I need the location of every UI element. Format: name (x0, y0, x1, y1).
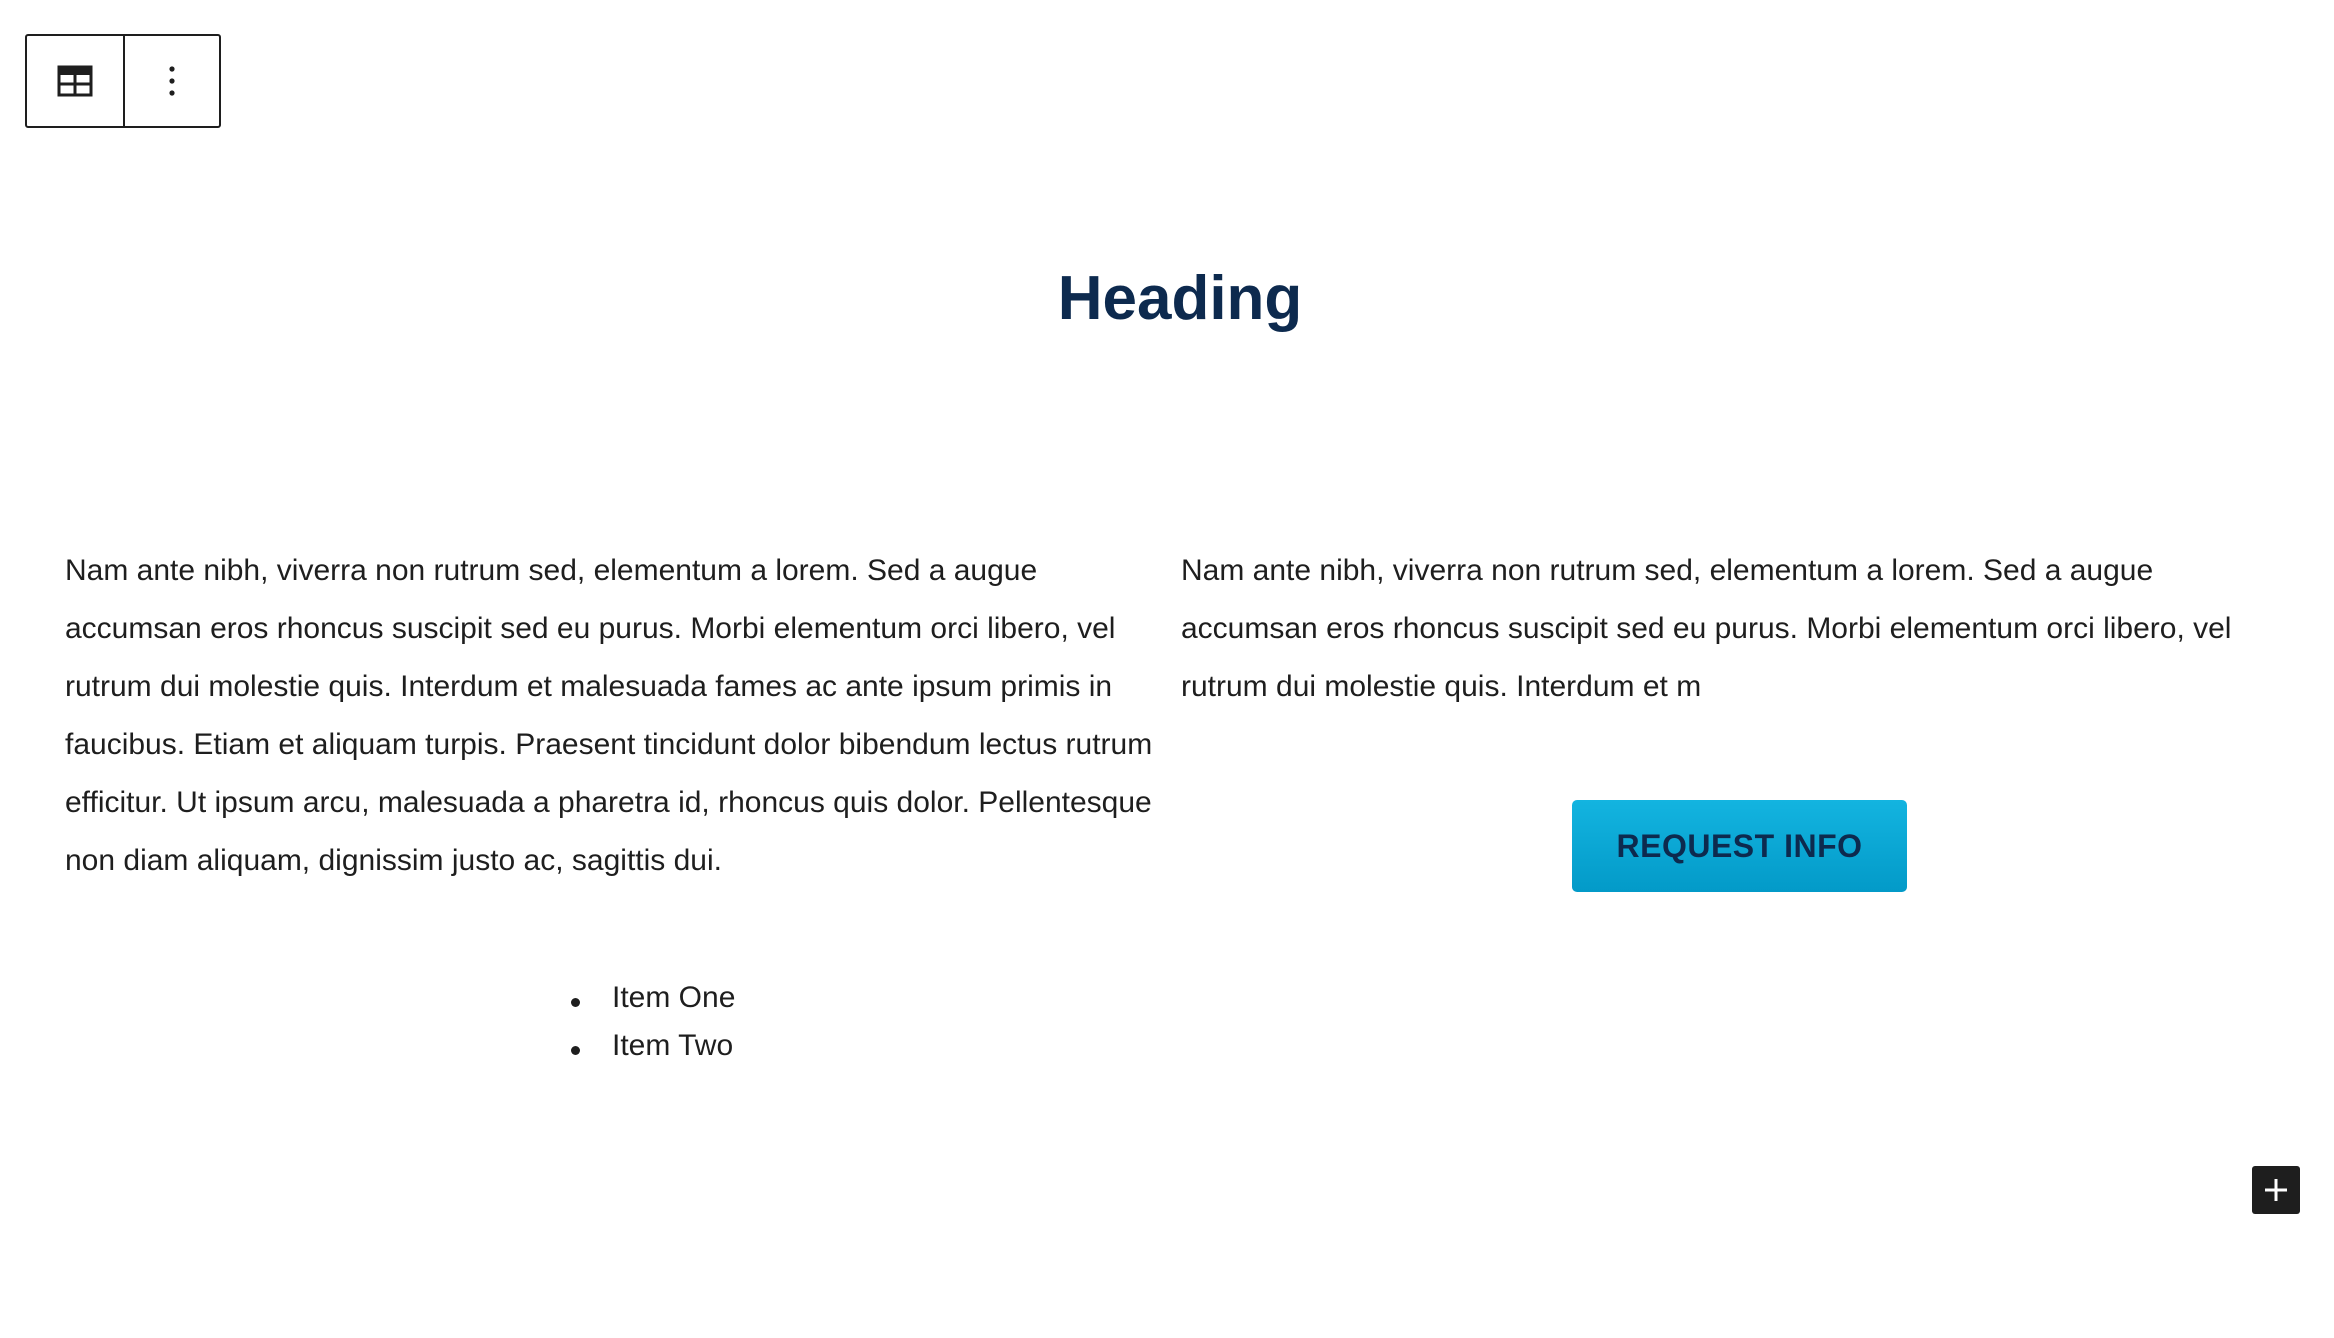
bullet-list (560, 974, 735, 1070)
bullet-icon (571, 1046, 580, 1055)
list-item (560, 1022, 735, 1070)
page-heading: Heading (1057, 264, 1303, 333)
add-block-button[interactable] (2252, 1166, 2300, 1214)
bullet-icon (571, 998, 580, 1007)
list-item-label: Item One (612, 981, 736, 1014)
plus-icon (2263, 1177, 2289, 1203)
options-button[interactable] (123, 36, 219, 126)
more-vertical-icon (168, 65, 176, 97)
table-icon (57, 65, 93, 97)
right-column-paragraph: Nam ante nibh, viverra non rutrum sed, elementum a lorem. Sed a augue accumsan eros rhoncus suscipit sed eu purus. Morbi elementum orci libero, vel rutrum dui molestie quis. Interdum et m (1181, 554, 2232, 703)
list-item (560, 974, 735, 1022)
table-block-button[interactable] (27, 36, 123, 126)
list-item-label: Item Two (612, 1029, 734, 1062)
request-info-button[interactable]: REQUEST INFO (1572, 800, 1907, 892)
block-toolbar (25, 34, 221, 128)
left-column-paragraph: Nam ante nibh, viverra non rutrum sed, elementum a lorem. Sed a augue accumsan eros rhoncus suscipit sed eu purus. Morbi elementum orci libero, vel rutrum dui molestie quis. Interdum et malesuada fames ac ante ipsum primis in faucibus. Etiam et aliquam turpis. Praesent tincidunt dolor bibendum lectus rutrum efficitur. Ut ipsum arcu, malesuada a pharetra id, rhoncus quis dolor. Pellentesque non diam aliquam, dignissim justo ac, sagittis dui. (65, 554, 1153, 877)
